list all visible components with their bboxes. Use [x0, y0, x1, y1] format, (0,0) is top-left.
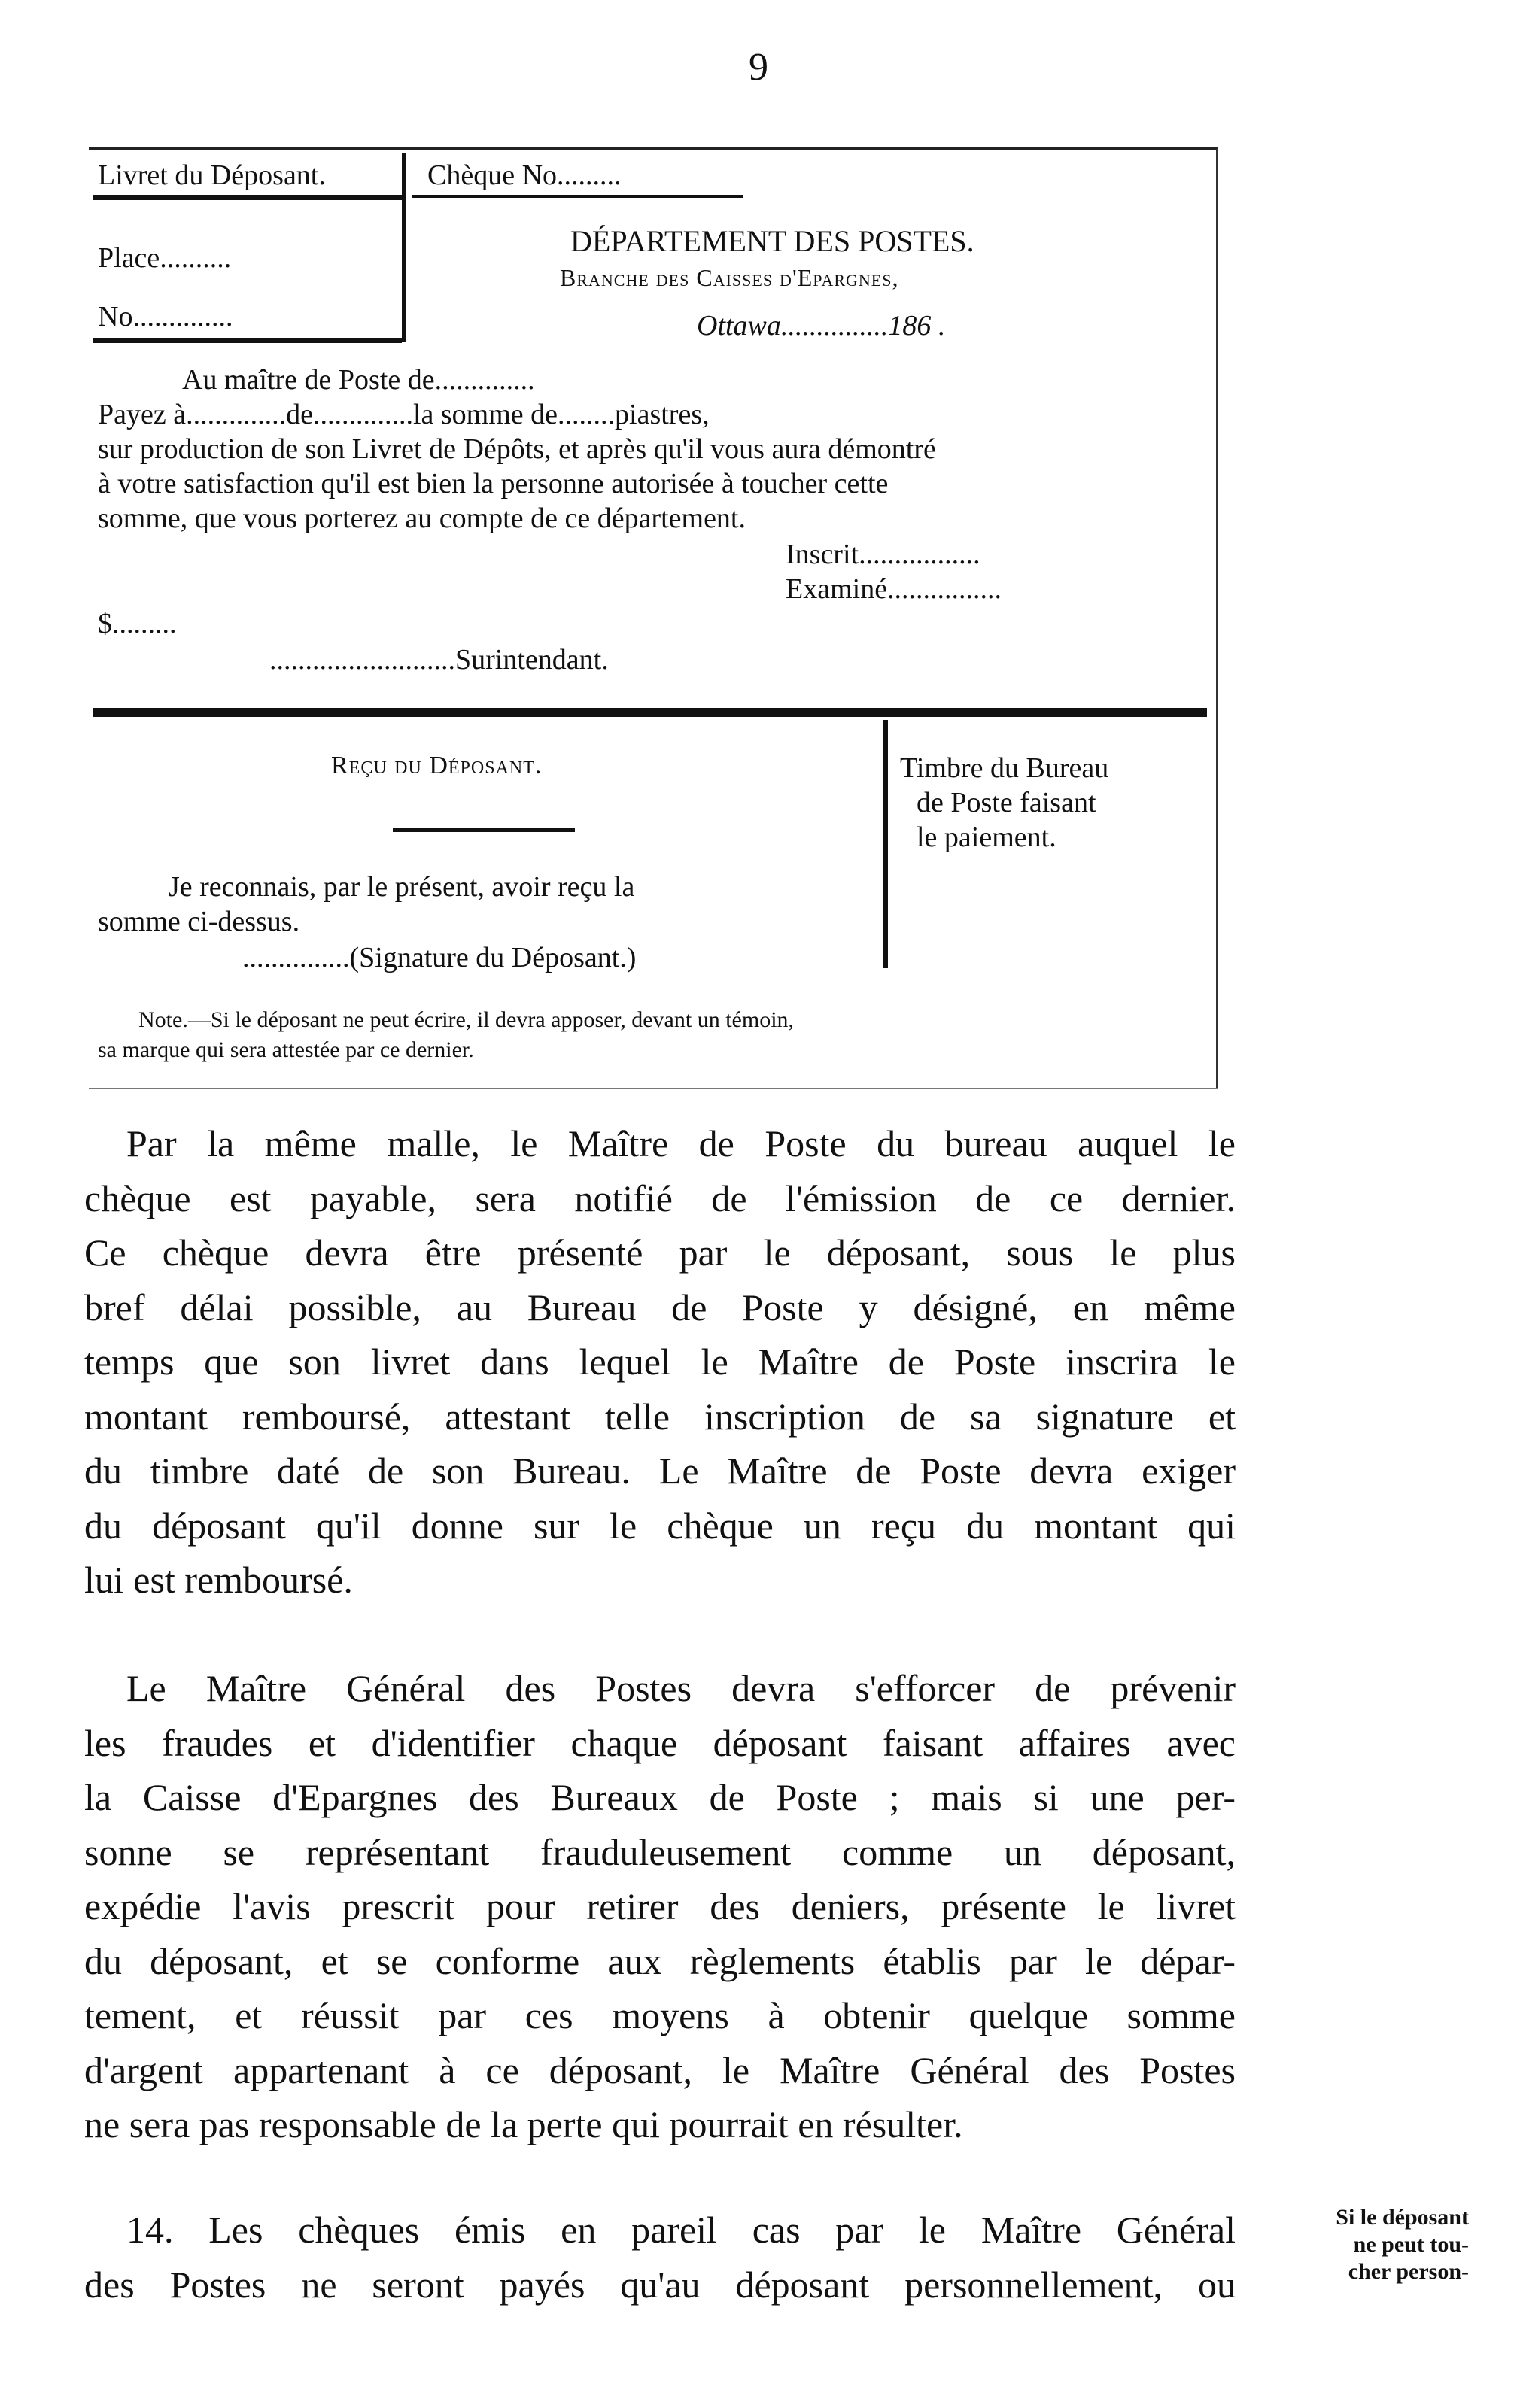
dollar-field: $......... — [98, 608, 177, 639]
p3-line: 14. Les chèques émis en pareil cas par le Maître Général — [126, 2209, 1236, 2251]
place-field: Place.......... — [98, 242, 232, 274]
form-line-4: somme, que vous porterez au compte de ce département. — [98, 503, 746, 534]
timbre-line-2: de Poste faisant — [917, 787, 1096, 818]
p2-line: tement, et réussit par ces moyens à obtenir quelque somme — [84, 1994, 1236, 2036]
surintendant-field: ..........................Surintendant. — [269, 644, 609, 676]
p1-line: chèque est payable, sera notifié de l'émission de ce dernier. — [84, 1177, 1236, 1219]
recu-line-2: somme ci-dessus. — [98, 906, 300, 937]
recu-line-1: Je reconnais, par le présent, avoir reçu la — [169, 871, 635, 903]
p3-line: des Postes ne seront payés qu'au déposant personnellement, ou — [84, 2263, 1236, 2306]
form-line-1: Payez à..............de..............la somme de........piastres, — [98, 399, 710, 430]
form-bottom-rule — [89, 1088, 1218, 1089]
form-line-2: sur production de son Livret de Dépôts, et après qu'il vous aura démontré — [98, 433, 936, 465]
examine-field: Examiné................ — [786, 573, 1002, 605]
p1-line: du déposant qu'il donne sur le chèque un reçu du montant qui — [84, 1504, 1236, 1547]
recu-title: Reçu du Déposant. — [331, 752, 543, 779]
paragraph-14 — [84, 2203, 1236, 2312]
timbre-line-3: le paiement. — [917, 821, 1056, 853]
page-number: 9 — [749, 46, 768, 89]
note-line-1: Note.—Si le déposant ne peut écrire, il devra apposer, devant un témoin, — [138, 1007, 795, 1032]
p1-line: du timbre daté de son Bureau. Le Maître de Poste devra exiger — [84, 1450, 1236, 1492]
p1-line: Par la même malle, le Maître de Poste du bureau auquel le — [126, 1122, 1236, 1165]
paragraph-1 — [84, 1116, 1236, 1608]
margin-note — [1243, 2204, 1469, 2285]
p1-line: temps que son livret dans lequel le Maître de Poste inscrira le — [84, 1341, 1236, 1383]
left-box-divider — [402, 153, 406, 342]
form-separator — [93, 708, 1207, 717]
p1-line: montant remboursé, attestant telle inscription de sa signature et — [84, 1395, 1236, 1438]
timbre-line-1: Timbre du Bureau — [900, 752, 1109, 784]
p2-line: ne sera pas responsable de la perte qui pourrait en résulter. — [84, 2103, 963, 2145]
p1-line: Ce chèque devra être présenté par le déposant, sous le plus — [84, 1231, 1236, 1274]
p2-line: les fraudes et d'identifier chaque déposant faisant affaires avec — [84, 1721, 1236, 1764]
p2-line: d'argent appartenant à ce déposant, le Maître Général des Postes — [84, 2048, 1236, 2091]
paragraph-2 — [84, 1661, 1236, 2152]
ottawa-date: Ottawa...............186 . — [697, 310, 946, 342]
p2-line: Le Maître Général des Postes devra s'efforcer de prévenir — [126, 1667, 1236, 1709]
margin-note-line: Si le déposant — [1336, 2205, 1469, 2230]
form-line-3: à votre satisfaction qu'il est bien la personne autorisée à toucher cette — [98, 468, 889, 500]
cheque-form — [89, 147, 1218, 1088]
p2-line: du déposant, et se conforme aux règlements établis par le dépar- — [84, 1939, 1236, 1982]
signature-field: ...............(Signature du Déposant.) — [242, 942, 637, 973]
au-maitre: Au maître de Poste de.............. — [182, 364, 535, 396]
p1-line: lui est remboursé. — [84, 1559, 353, 1601]
branch-title: Branche des Caisses d'Epargnes, — [560, 264, 899, 291]
timbre-divider — [883, 720, 888, 968]
p2-line: sonne se représentant frauduleusement comme un déposant, — [84, 1830, 1236, 1873]
inscrit-field: Inscrit................. — [786, 539, 980, 570]
livret-label: Livret du Déposant. — [98, 159, 326, 191]
p2-line: la Caisse d'Epargnes des Bureaux de Poste ; mais si une per- — [84, 1776, 1236, 1818]
livret-underline — [93, 195, 402, 200]
note-line-2: sa marque qui sera attestée par ce dernier. — [98, 1037, 474, 1062]
recu-rule — [393, 828, 575, 832]
margin-note-line: ne peut tou- — [1353, 2232, 1469, 2257]
margin-note-line: cher person- — [1348, 2259, 1469, 2284]
p1-line: bref délai possible, au Bureau de Poste y désigné, en même — [84, 1286, 1236, 1328]
cheque-no: Chèque No......... — [427, 159, 622, 191]
department-title: DÉPARTEMENT DES POSTES. — [570, 224, 974, 258]
p2-line: expédie l'avis prescrit pour retirer des deniers, présente le livret — [84, 1885, 1236, 1927]
cheque-underline — [412, 195, 743, 198]
no-field: No.............. — [98, 301, 233, 333]
no-underline — [93, 338, 402, 343]
